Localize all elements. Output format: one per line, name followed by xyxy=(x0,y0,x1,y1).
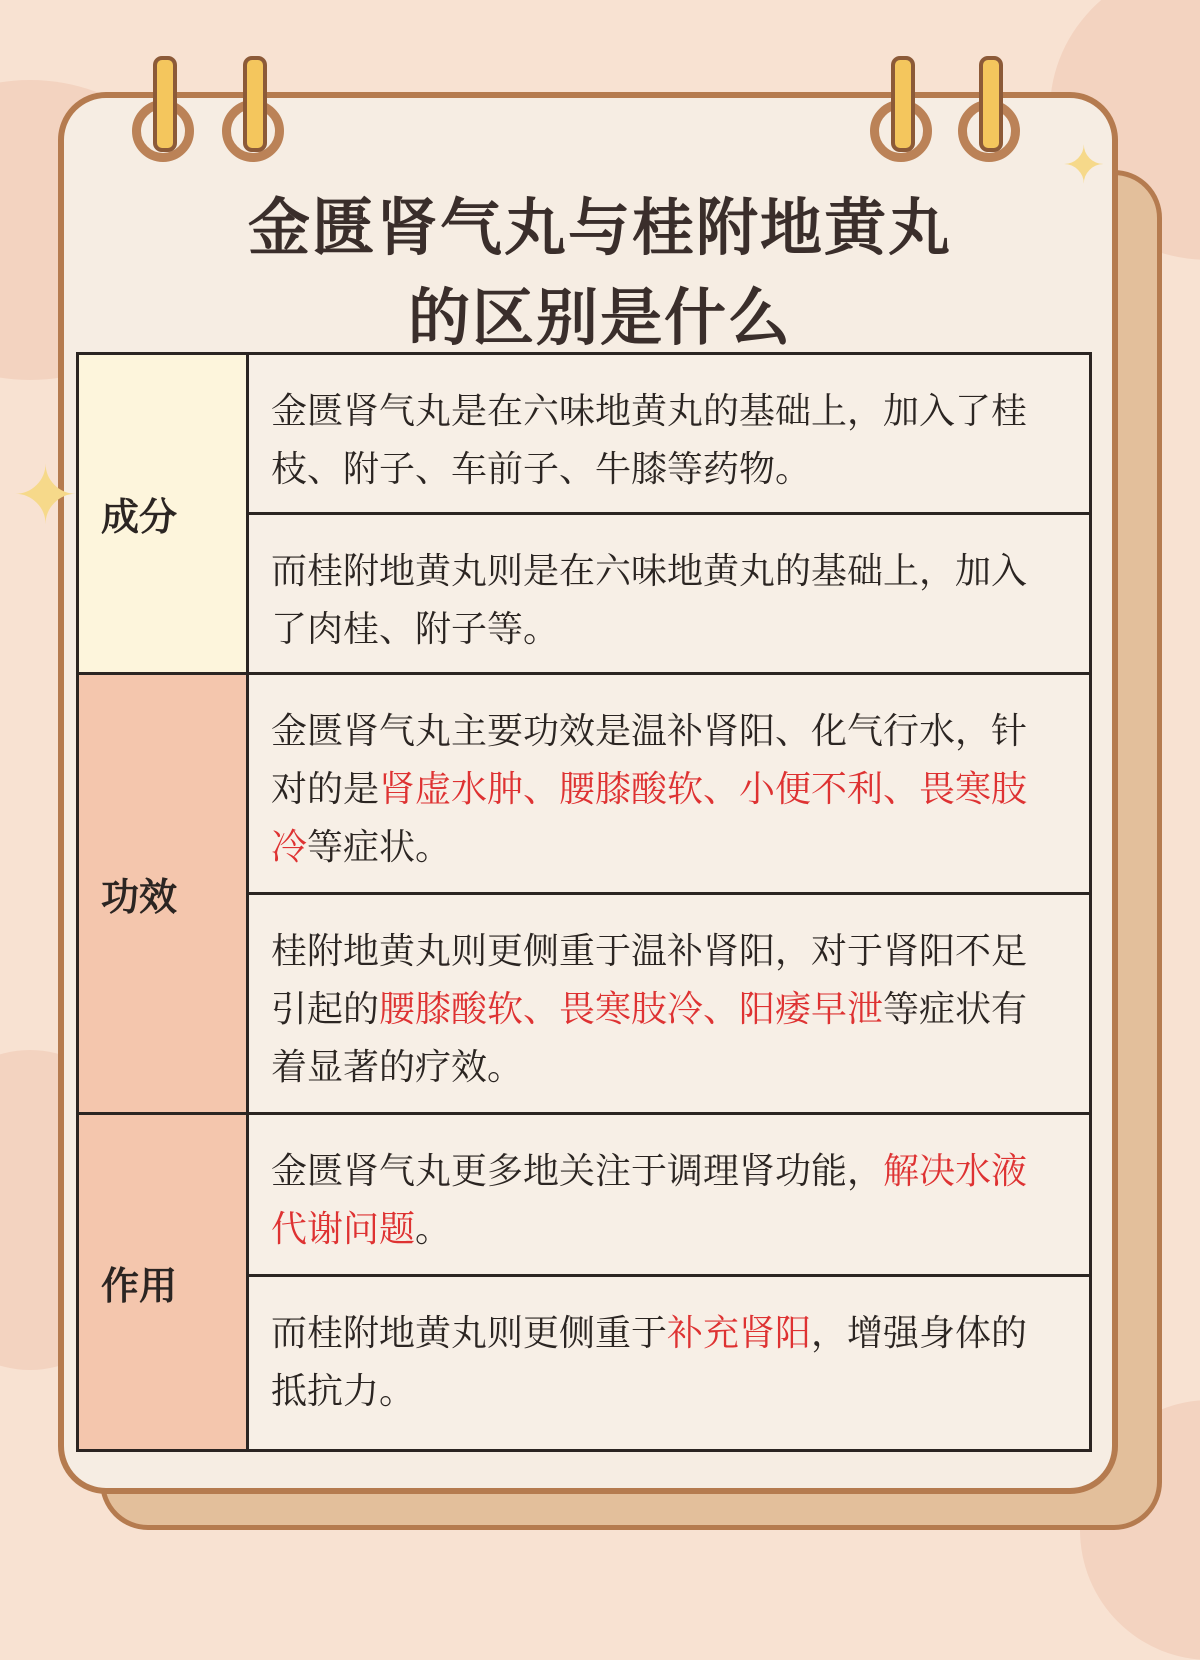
table-cell xyxy=(249,1277,1089,1449)
binder-clip-icon xyxy=(891,56,915,152)
row-efficacy xyxy=(79,675,1089,1115)
cell-text: 。 xyxy=(415,1209,452,1250)
sparkle-icon: ✦ xyxy=(12,449,80,542)
row-label: 功效 xyxy=(79,675,249,1112)
page-title-line-2: 的区别是什么 xyxy=(407,281,792,354)
cell-text: 桂附地黄丸则更侧重于温补肾阳，对于肾阳不足引起的 xyxy=(271,931,1028,1030)
highlighted-text: 肾虚水肿、腰膝酸软、小便不利、畏寒肢冷 xyxy=(271,769,1028,868)
comparison-table xyxy=(76,352,1092,1452)
cell-text: 等症状有着显著的疗效。 xyxy=(271,989,1028,1088)
row-function xyxy=(79,1115,1089,1449)
highlighted-text: 解决水液代谢问题 xyxy=(271,1151,1028,1250)
page-title-line-1: 金匮肾气丸与桂附地黄丸 xyxy=(247,191,952,264)
cell-text: 金匮肾气丸更多地关注于调理肾功能， xyxy=(271,1151,884,1192)
row-label: 成分 xyxy=(79,355,249,672)
table-cell xyxy=(249,1115,1089,1277)
cell-text: 而桂附地黄丸则更侧重于 xyxy=(271,1313,668,1354)
table-cell xyxy=(249,515,1089,672)
row-ingredients xyxy=(79,355,1089,675)
binder-clip-icon xyxy=(153,56,177,152)
table-cell xyxy=(249,355,1089,515)
row-label: 作用 xyxy=(79,1115,249,1449)
cell-text: 而桂附地黄丸则是在六味地黄丸的基础上，加入了肉桂、附子等。 xyxy=(271,551,1028,650)
binder-clip-icon xyxy=(979,56,1003,152)
cell-text: 金匮肾气丸是在六味地黄丸的基础上，加入了桂枝、附子、车前子、牛膝等药物。 xyxy=(271,391,1028,490)
highlighted-text: 腰膝酸软、畏寒肢冷、阳痿早泄 xyxy=(379,989,884,1030)
binder-clip-icon xyxy=(243,56,267,152)
cell-text: 等症状。 xyxy=(307,827,452,868)
sparkle-icon: ✦ xyxy=(1062,136,1106,196)
cell-text: 金匮肾气丸主要功效是温补肾阳、化气行水，针对的是 xyxy=(271,711,1028,810)
cell-text: ，增强身体的抵抗力。 xyxy=(271,1313,1028,1412)
highlighted-text: 补充肾阳 xyxy=(667,1313,812,1354)
table-cell xyxy=(249,895,1089,1112)
table-cell xyxy=(249,675,1089,895)
